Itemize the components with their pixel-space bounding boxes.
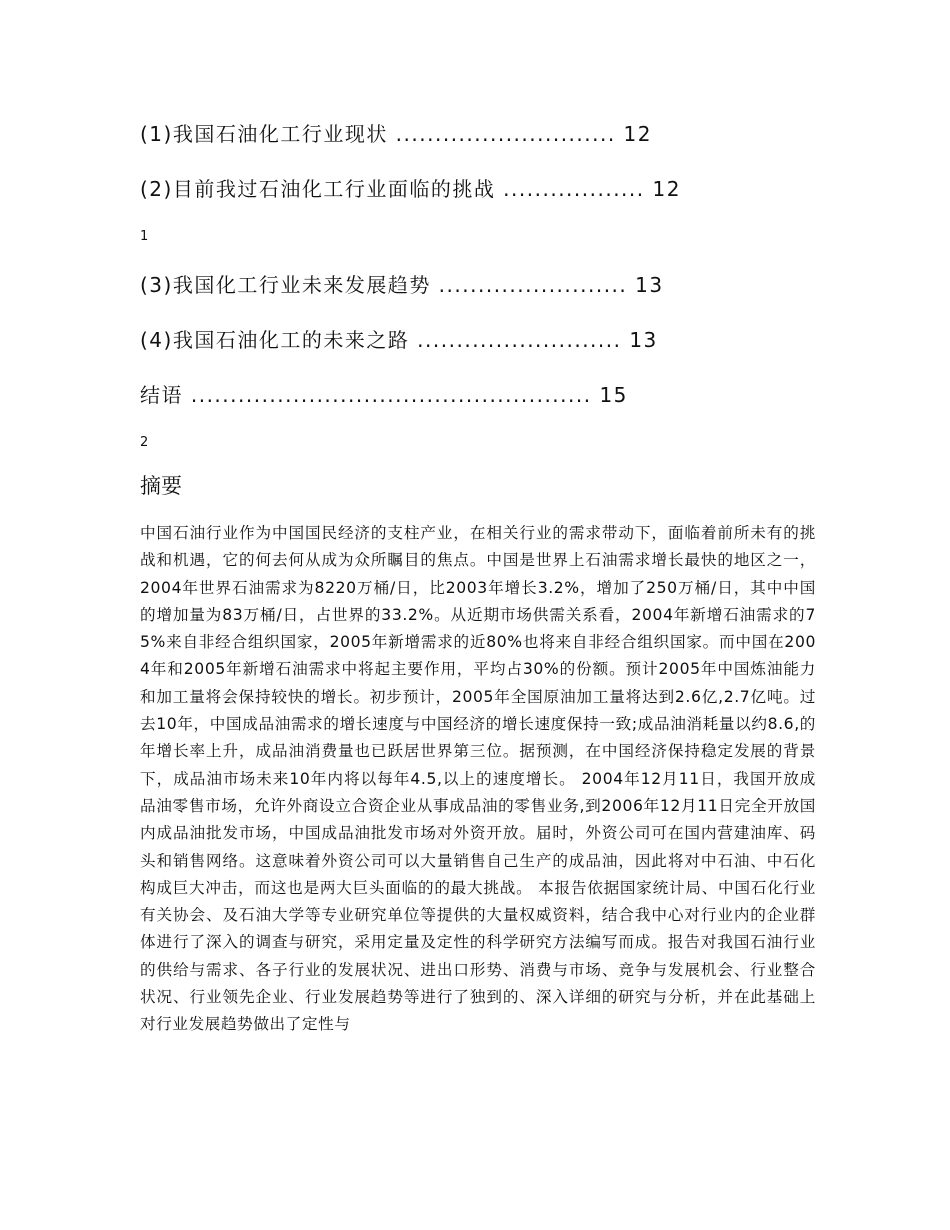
toc-entry-2[interactable]: (2)目前我过石油化工行业面临的挑战 .................. 12 <box>140 177 681 201</box>
toc-entry-3[interactable]: (3)我国化工行业未来发展趋势 ........................ 13 <box>140 273 664 297</box>
toc-entry-conclusion[interactable]: 结语 ................................................... 15 <box>140 383 628 407</box>
abstract-heading: 摘要 <box>140 474 182 498</box>
toc-entry-1[interactable]: (1)我国石油化工行业现状 ............................ 12 <box>140 122 653 146</box>
abstract-body: 中国石油行业作为中国国民经济的支柱产业，在相关行业的需求带动下，面临着前所未有的挑战和机遇，它的何去何从成为众所瞩目的焦点。中国是世界上石油需求增长最快的地区之一， 2004年世界石油需求为8220万桶/日，比2003年增长3.2%，增加了250万桶/日，其中中国的增加量为83万桶/日，占世界的33.2%。从近期市场供需关系看，2004年新增石油需求的75%来自非经合组织国家，2005年新增需求的近80%也将来自非经合组织国家。而中国在2004年和2005年新增石油需求中将起主要作用，平均占30%的份额。预计2005年中国炼油能力和加工量将会保持较快的增长。初步预计，2005年全国原油加工量将达到2.6亿,2.7亿吨。过去10年，中国成品油需求的增长速度与中国经济的增长速度保持一致;成品油消耗量以约8.6,的年增长率上升，成品油消费量也已跃居世界第三位。据预测，在中国经济保持稳定发展的背景下，成品油市场未来10年内将以每年4.5,以上的速度增长。 2004年12月11日，我国开放成品油零售市场，允许外商设立合资企业从事成品油的零售业务,到2006年12月11日完全开放国内成品油批发市场，中国成品油批发市场对外资开放。届时，外资公司可在国内营建油库、码头和销售网络。这意味着外资公司可以大量销售自己生产的成品油，因此将对中石油、中石化构成巨大冲击，而这也是两大巨头面临的的最大挑战。 本报告依据国家统计局、中国石化行业有关协会、及石油大学等专业研究单位等提供的大量权威资料，结合我中心对行业内的企业群体进行了深入的调查与研究，采用定量及定性的科学研究方法编写而成。报告对我国石油行业的供给与需求、各子行业的发展状况、进出口形势、消费与市场、竞争与发展机会、行业整合状况、行业领先企业、行业发展趋势等进行了独到的、深入详细的研究与分析，并在此基础上对行业发展趋势做出了定性与 <box>140 524 816 1034</box>
page-number: 1 <box>140 229 149 244</box>
toc-entry-4[interactable]: (4)我国石油化工的未来之路 .......................... 13 <box>140 328 658 352</box>
page-number: 2 <box>140 435 149 450</box>
